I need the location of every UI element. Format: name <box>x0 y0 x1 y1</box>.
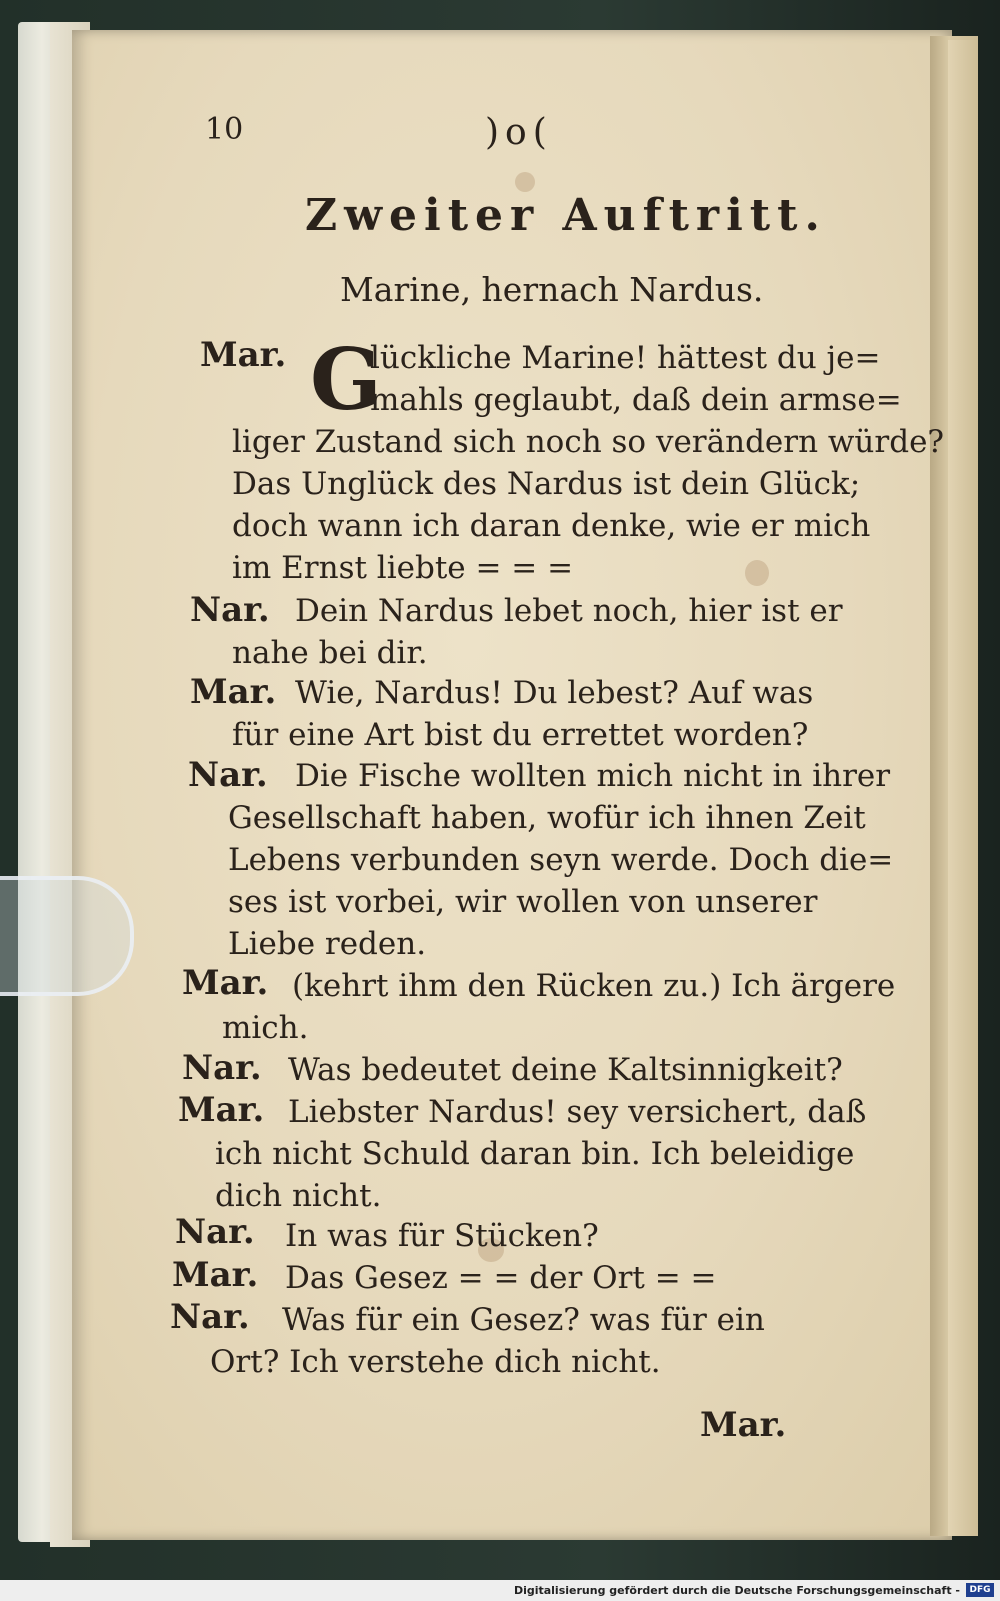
funding-credit: Digitalisierung gefördert durch die Deutsche Forschungsgemeinschaft - <box>513 1584 960 1597</box>
speech-line: Dein Nardus lebet noch, hier ist er <box>295 593 843 629</box>
speech-line: Liebe reden. <box>228 926 427 962</box>
footer-bar <box>0 1580 1000 1601</box>
page-number: 10 <box>205 112 244 147</box>
speech-line: Die Fische wollten mich nicht in ihrer <box>295 758 891 794</box>
speaker-label: Mar. <box>190 672 277 712</box>
speaker-label: Mar. <box>200 335 287 375</box>
speech-line: mahls geglaubt, daß dein armse= <box>370 382 902 418</box>
speech-line: nahe bei dir. <box>232 635 428 671</box>
speaker-label: Mar. <box>178 1090 265 1130</box>
foxing-spot <box>745 560 769 586</box>
speech-line: Wie, Nardus! Du lebest? Auf was <box>295 675 814 711</box>
scene-title: Zweiter Auftritt. <box>305 190 827 241</box>
speech-line: Was bedeutet deine Kaltsinnigkeit? <box>288 1052 843 1088</box>
speech-line: für eine Art bist du errettet worden? <box>232 717 809 753</box>
speech-line: Lebens verbunden seyn werde. Doch die= <box>228 842 894 878</box>
speaker-label: Nar. <box>170 1297 250 1337</box>
speech-line: Gesellschaft haben, wofür ich ihnen Zeit <box>228 800 866 836</box>
speech-line: Das Gesez = = der Ort = = <box>285 1260 717 1296</box>
speech-line: im Ernst liebte = = = <box>232 550 574 586</box>
speaker-label: Nar. <box>188 755 268 795</box>
speech-line: (kehrt ihm den Rücken zu.) Ich ärgere <box>292 968 896 1004</box>
speaker-label: Mar. <box>172 1255 259 1295</box>
foxing-spot <box>515 172 535 192</box>
speaker-label: Nar. <box>175 1212 255 1252</box>
speech-line: Was für ein Gesez? was für ein <box>282 1302 765 1338</box>
cast-line: Marine, hernach Nardus. <box>340 270 764 309</box>
running-head: )o( <box>485 112 553 153</box>
speech-line: In was für Stücken? <box>285 1218 599 1254</box>
page-clip <box>0 876 134 996</box>
speaker-label: Mar. <box>182 963 269 1003</box>
drop-capital: G <box>310 330 382 429</box>
speech-line: doch wann ich daran denke, wie er mich <box>232 508 871 544</box>
speech-line: dich nicht. <box>215 1178 382 1214</box>
speech-line: ses ist vorbei, wir wollen von unserer <box>228 884 818 920</box>
speech-line: liger Zustand sich noch so verändern würde? <box>232 424 945 460</box>
speech-line: mich. <box>222 1010 309 1046</box>
speech-line: ich nicht Schuld daran bin. Ich beleidige <box>215 1136 855 1172</box>
speech-line: Das Unglück des Nardus ist dein Glück; <box>232 466 861 502</box>
speech-line: lückliche Marine! hättest du je= <box>370 340 881 376</box>
speech-line: Ort? Ich verstehe dich nicht. <box>210 1344 661 1380</box>
catchword: Mar. <box>700 1405 787 1445</box>
speaker-label: Nar. <box>182 1048 262 1088</box>
right-page-edge <box>948 40 978 1536</box>
speech-line: Liebster Nardus! sey versichert, daß <box>288 1094 867 1130</box>
speaker-label: Nar. <box>190 590 270 630</box>
dfg-logo: DFG <box>966 1583 994 1597</box>
